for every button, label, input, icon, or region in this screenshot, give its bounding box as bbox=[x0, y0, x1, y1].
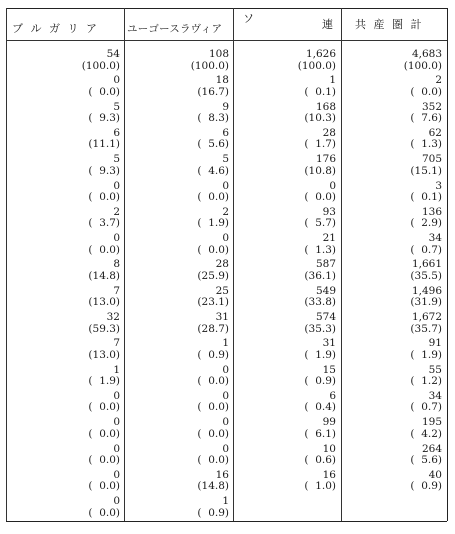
cell-count: 40 bbox=[428, 468, 442, 481]
cell-percent: ( 0.0) bbox=[197, 243, 229, 256]
cell-count: 4,683 bbox=[411, 48, 442, 60]
table-cell bbox=[304, 365, 336, 388]
header-yugoslavia bbox=[127, 12, 231, 36]
table-cell bbox=[304, 233, 336, 256]
table-cell bbox=[197, 444, 229, 467]
cell-percent: (31.9) bbox=[410, 296, 442, 309]
cell-count: 0 bbox=[222, 416, 229, 429]
column-divider-2 bbox=[233, 8, 234, 521]
table-cell bbox=[88, 417, 120, 440]
cell-count: 264 bbox=[421, 442, 442, 455]
cell-percent: ( 1.7) bbox=[304, 138, 336, 151]
cell-percent: ( 0.0) bbox=[88, 243, 120, 256]
cell-count: 9 bbox=[222, 100, 229, 113]
cell-count: 168 bbox=[315, 100, 336, 113]
cell-percent: ( 0.6) bbox=[304, 454, 336, 466]
table-cell bbox=[88, 470, 120, 493]
cell-percent: (35.3) bbox=[304, 322, 336, 335]
table-cell bbox=[410, 391, 442, 414]
cell-count: 7 bbox=[113, 284, 120, 297]
cell-count: 28 bbox=[215, 258, 229, 271]
cell-percent: (16.7) bbox=[197, 85, 229, 98]
table-cell bbox=[88, 286, 120, 309]
cell-count: 54 bbox=[106, 48, 120, 60]
cell-percent: ( 0.1) bbox=[304, 85, 336, 98]
table-cell bbox=[304, 338, 336, 361]
cell-percent: ( 0.0) bbox=[88, 191, 120, 203]
cell-percent: ( 3.7) bbox=[88, 217, 120, 230]
table-cell bbox=[410, 312, 442, 335]
table-cell bbox=[197, 286, 229, 309]
cell-percent: ( 1.9) bbox=[88, 375, 120, 388]
cell-count: 16 bbox=[322, 468, 336, 481]
cell-count: 0 bbox=[222, 389, 229, 402]
table-cell bbox=[410, 470, 442, 493]
cell-percent: (13.0) bbox=[88, 348, 120, 361]
cell-percent: ( 4.2) bbox=[410, 427, 442, 440]
cell-percent: (59.3) bbox=[88, 322, 120, 335]
table-cell bbox=[88, 496, 120, 519]
cell-percent: ( 0.0) bbox=[88, 480, 120, 493]
cell-percent: ( 0.9) bbox=[197, 506, 229, 519]
cell-percent: ( 0.0) bbox=[197, 191, 229, 203]
cell-percent: (25.9) bbox=[197, 269, 229, 282]
cell-percent: (11.1) bbox=[88, 138, 120, 151]
cell-count: 1 bbox=[329, 74, 336, 87]
table-cell bbox=[197, 154, 229, 177]
table-cell bbox=[304, 286, 336, 309]
table-cell bbox=[304, 181, 336, 204]
header-ussr-label-left: ソ bbox=[243, 12, 256, 25]
table-cell bbox=[88, 365, 120, 388]
cell-count: 34 bbox=[428, 232, 442, 245]
cell-percent: (100.0) bbox=[403, 59, 442, 72]
cell-percent: ( 1.9) bbox=[304, 348, 336, 361]
cell-percent: (10.3) bbox=[304, 112, 336, 125]
cell-percent: ( 0.1) bbox=[410, 191, 442, 203]
cell-percent: (14.8) bbox=[88, 269, 120, 282]
cell-count: 574 bbox=[315, 311, 336, 323]
cell-count: 705 bbox=[421, 153, 442, 166]
header-bulgaria bbox=[12, 12, 122, 36]
cell-percent: (35.7) bbox=[410, 322, 442, 335]
cell-count: 0 bbox=[222, 232, 229, 245]
cell-percent: ( 1.9) bbox=[197, 217, 229, 230]
cell-count: 99 bbox=[322, 416, 336, 429]
cell-percent: ( 0.0) bbox=[197, 427, 229, 440]
table-cell bbox=[410, 207, 442, 230]
table-cell bbox=[88, 102, 120, 125]
cell-count: 108 bbox=[208, 48, 229, 60]
table-cell bbox=[197, 365, 229, 388]
cell-count: 34 bbox=[428, 389, 442, 402]
cell-percent: ( 5.6) bbox=[410, 454, 442, 466]
table-cell bbox=[88, 128, 120, 151]
cell-count: 32 bbox=[106, 311, 120, 323]
table-top-rule bbox=[6, 8, 447, 9]
cell-count: 0 bbox=[113, 232, 120, 245]
cell-percent: ( 0.0) bbox=[88, 454, 120, 466]
table-cell bbox=[298, 49, 336, 72]
table-cell bbox=[88, 312, 120, 335]
table-cell bbox=[304, 312, 336, 335]
cell-count: 55 bbox=[428, 363, 442, 376]
table-right-border bbox=[447, 8, 448, 521]
table-cell bbox=[304, 102, 336, 125]
cell-percent: ( 2.9) bbox=[410, 217, 442, 230]
cell-percent: (100.0) bbox=[81, 59, 120, 72]
cell-percent: ( 0.0) bbox=[197, 454, 229, 466]
table-cell bbox=[88, 75, 120, 98]
cell-count: 587 bbox=[315, 258, 336, 271]
table-cell bbox=[197, 207, 229, 230]
cell-count: 25 bbox=[215, 284, 229, 297]
table-cell bbox=[88, 338, 120, 361]
cell-percent: ( 0.0) bbox=[88, 427, 120, 440]
cell-percent: ( 1.2) bbox=[410, 375, 442, 388]
cell-count: 0 bbox=[113, 468, 120, 481]
cell-count: 0 bbox=[113, 495, 120, 508]
table-left-border bbox=[6, 8, 7, 521]
header-yugoslavia-label: ユーゴースラヴィア bbox=[127, 23, 223, 35]
table-cell bbox=[197, 470, 229, 493]
cell-count: 0 bbox=[222, 442, 229, 455]
cell-percent: (15.1) bbox=[410, 164, 442, 177]
column-divider-1 bbox=[124, 8, 125, 521]
cell-count: 1,672 bbox=[411, 311, 442, 323]
header-rule bbox=[6, 40, 447, 41]
table-cell bbox=[304, 207, 336, 230]
cell-count: 62 bbox=[428, 126, 442, 139]
cell-count: 1 bbox=[222, 337, 229, 350]
table-cell bbox=[197, 75, 229, 98]
table-cell bbox=[88, 181, 120, 204]
table-cell bbox=[304, 259, 336, 282]
table-cell bbox=[410, 259, 442, 282]
cell-count: 31 bbox=[322, 337, 336, 350]
cell-percent: ( 4.6) bbox=[197, 164, 229, 177]
cell-percent: ( 0.0) bbox=[88, 506, 120, 519]
table-cell bbox=[410, 181, 442, 204]
cell-percent: ( 0.7) bbox=[410, 243, 442, 256]
cell-percent: ( 0.0) bbox=[88, 85, 120, 98]
cell-count: 18 bbox=[215, 74, 229, 87]
table-cell bbox=[410, 233, 442, 256]
table-cell bbox=[197, 102, 229, 125]
table-cell bbox=[304, 444, 336, 467]
cell-percent: ( 9.3) bbox=[88, 164, 120, 177]
table-cell bbox=[197, 128, 229, 151]
table-cell bbox=[410, 338, 442, 361]
cell-count: 0 bbox=[113, 74, 120, 87]
cell-count: 7 bbox=[113, 337, 120, 350]
header-bulgaria-label: ブ ル ガ リ ア bbox=[12, 22, 99, 35]
cell-count: 5 bbox=[222, 153, 229, 166]
cell-count: 352 bbox=[421, 100, 442, 113]
cell-percent: (23.1) bbox=[197, 296, 229, 309]
table-cell bbox=[197, 259, 229, 282]
header-ussr bbox=[243, 10, 335, 34]
table-cell bbox=[191, 49, 229, 72]
cell-count: 93 bbox=[322, 205, 336, 218]
cell-count: 5 bbox=[113, 100, 120, 113]
table-cell bbox=[304, 417, 336, 440]
cell-percent: (100.0) bbox=[297, 59, 336, 72]
table-cell bbox=[197, 391, 229, 414]
header-communist-total-label: 共 産 圏 計 bbox=[355, 18, 424, 31]
cell-count: 0 bbox=[222, 363, 229, 376]
table-cell bbox=[304, 154, 336, 177]
table-cell bbox=[197, 181, 229, 204]
cell-percent: ( 1.3) bbox=[304, 243, 336, 256]
table-cell bbox=[410, 286, 442, 309]
cell-percent: ( 5.7) bbox=[304, 217, 336, 230]
cell-percent: ( 9.3) bbox=[88, 112, 120, 125]
cell-percent: ( 5.6) bbox=[197, 138, 229, 151]
table-cell bbox=[197, 338, 229, 361]
cell-percent: (100.0) bbox=[190, 59, 229, 72]
cell-count: 0 bbox=[329, 179, 336, 192]
cell-percent: ( 0.0) bbox=[197, 375, 229, 388]
cell-percent: ( 0.9) bbox=[197, 348, 229, 361]
cell-count: 176 bbox=[315, 153, 336, 166]
cell-percent: ( 0.9) bbox=[410, 480, 442, 493]
cell-count: 1,661 bbox=[411, 258, 442, 271]
header-communist-total bbox=[355, 10, 445, 34]
table-cell bbox=[197, 417, 229, 440]
table-cell bbox=[404, 49, 442, 72]
table-cell bbox=[410, 154, 442, 177]
cell-percent: (10.8) bbox=[304, 164, 336, 177]
cell-count: 0 bbox=[113, 442, 120, 455]
table-bottom-rule bbox=[6, 521, 447, 522]
cell-count: 91 bbox=[428, 337, 442, 350]
cell-count: 1,496 bbox=[411, 284, 442, 297]
cell-count: 8 bbox=[113, 258, 120, 271]
cell-percent: ( 0.0) bbox=[197, 401, 229, 414]
cell-count: 31 bbox=[215, 311, 229, 323]
cell-percent: ( 6.1) bbox=[304, 427, 336, 440]
cell-count: 10 bbox=[322, 442, 336, 455]
table-cell bbox=[304, 128, 336, 151]
cell-percent: (28.7) bbox=[197, 322, 229, 335]
cell-percent: ( 1.0) bbox=[304, 480, 336, 493]
table-cell bbox=[88, 391, 120, 414]
cell-percent: ( 0.7) bbox=[410, 401, 442, 414]
cell-count: 0 bbox=[113, 389, 120, 402]
cell-percent: ( 1.3) bbox=[410, 138, 442, 151]
table-cell bbox=[410, 417, 442, 440]
cell-percent: (13.0) bbox=[88, 296, 120, 309]
cell-count: 2 bbox=[435, 74, 442, 87]
cell-percent: ( 0.0) bbox=[88, 401, 120, 414]
cell-percent: ( 0.0) bbox=[304, 191, 336, 203]
table-cell bbox=[88, 207, 120, 230]
table-cell bbox=[410, 102, 442, 125]
cell-count: 1 bbox=[222, 495, 229, 508]
cell-count: 1,626 bbox=[305, 48, 336, 60]
cell-percent: ( 0.0) bbox=[410, 85, 442, 98]
table-cell bbox=[88, 259, 120, 282]
cell-count: 1 bbox=[113, 363, 120, 376]
cell-percent: (35.5) bbox=[410, 269, 442, 282]
cell-count: 0 bbox=[113, 416, 120, 429]
cell-count: 15 bbox=[322, 363, 336, 376]
table-cell bbox=[410, 444, 442, 467]
cell-count: 6 bbox=[329, 389, 336, 402]
cell-percent: ( 0.9) bbox=[304, 375, 336, 388]
cell-percent: (33.8) bbox=[304, 296, 336, 309]
table-cell bbox=[88, 444, 120, 467]
cell-count: 6 bbox=[113, 126, 120, 139]
cell-count: 5 bbox=[113, 153, 120, 166]
cell-percent: (36.1) bbox=[304, 269, 336, 282]
table-cell bbox=[410, 75, 442, 98]
cell-percent: ( 0.4) bbox=[304, 401, 336, 414]
cell-count: 2 bbox=[222, 205, 229, 218]
cell-count: 3 bbox=[435, 179, 442, 192]
cell-count: 2 bbox=[113, 205, 120, 218]
cell-count: 21 bbox=[322, 232, 336, 245]
table-cell bbox=[82, 49, 120, 72]
cell-percent: ( 7.6) bbox=[410, 112, 442, 125]
cell-count: 16 bbox=[215, 468, 229, 481]
table-cell bbox=[197, 312, 229, 335]
table-cell bbox=[197, 233, 229, 256]
table-cell bbox=[410, 365, 442, 388]
table-cell bbox=[304, 470, 336, 493]
cell-percent: (14.8) bbox=[197, 480, 229, 493]
table-cell bbox=[88, 154, 120, 177]
table-cell bbox=[304, 391, 336, 414]
table-cell bbox=[410, 128, 442, 151]
cell-count: 0 bbox=[222, 179, 229, 192]
cell-count: 136 bbox=[421, 205, 442, 218]
cell-count: 549 bbox=[315, 284, 336, 297]
cell-count: 6 bbox=[222, 126, 229, 139]
cell-count: 0 bbox=[113, 179, 120, 192]
table-cell bbox=[88, 233, 120, 256]
cell-percent: ( 1.9) bbox=[410, 348, 442, 361]
cell-count: 28 bbox=[322, 126, 336, 139]
table-cell bbox=[304, 75, 336, 98]
table-cell bbox=[197, 496, 229, 519]
cell-percent: ( 8.3) bbox=[197, 112, 229, 125]
column-divider-3 bbox=[341, 8, 342, 521]
cell-count: 195 bbox=[421, 416, 442, 429]
header-ussr-label-right: 連 bbox=[322, 18, 335, 31]
